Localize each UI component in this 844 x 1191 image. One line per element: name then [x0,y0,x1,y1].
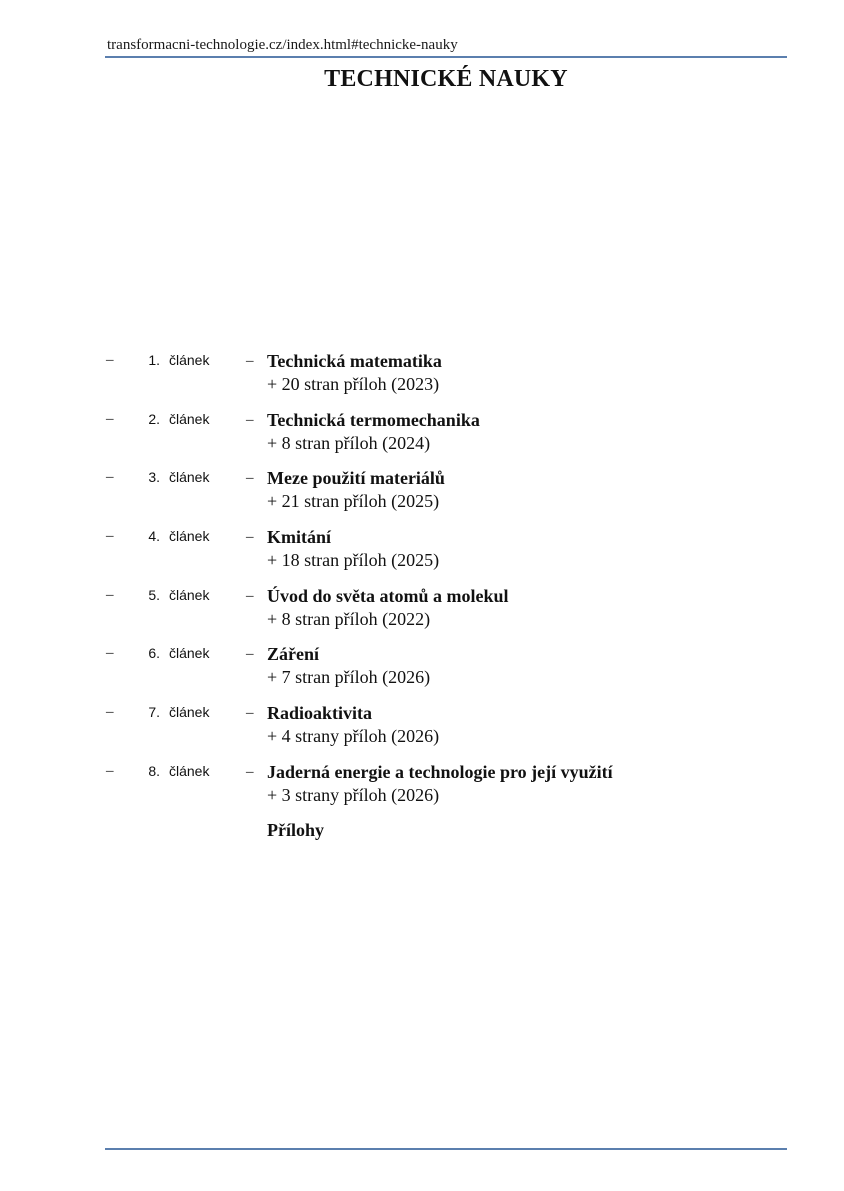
toc-title-link[interactable]: Úvod do světa atomů a molekul [267,585,509,606]
toc-item-1[interactable] [0,350,844,409]
toc-item-7[interactable] [0,702,844,761]
toc-article-word: článek [169,762,210,779]
toc-title-link[interactable]: Kmitání [267,527,332,548]
toc-subtitle: + 21 stran příloh (2025) [267,491,440,512]
toc-title-link[interactable]: Technická termomechanika [267,409,480,430]
toc-article-word: článek [169,645,210,662]
toc-dash: – [106,352,114,368]
toc-title-link[interactable]: Technická matematika [267,351,442,371]
toc-article-word: článek [169,469,210,486]
toc-dash: – [106,410,114,427]
toc-dash: – [106,586,114,603]
toc-subtitle: + 7 stran příloh (2026) [267,667,431,688]
toc-dash: – [106,528,114,545]
toc-number: 7. [148,704,160,721]
toc-article-word: článek [169,586,210,603]
toc-subtitle: + 4 strany příloh (2026) [267,726,440,747]
toc-dash: – [246,763,254,780]
toc-article-word: článek [169,352,210,368]
toc-subtitle: + 3 strany příloh (2026) [267,784,440,805]
toc-dash: – [246,529,254,546]
toc-number: 4. [148,528,160,545]
table-of-contents [0,350,844,820]
toc-dash: – [246,470,254,487]
appendix-link[interactable]: Přílohy [267,820,324,840]
toc-article-word: článek [169,704,210,721]
toc-dash: – [106,704,114,721]
toc-dash: – [246,587,254,604]
toc-item-2[interactable] [0,409,844,468]
toc-subtitle: + 8 stran příloh (2024) [267,432,431,453]
toc-dash: – [246,705,254,722]
toc-article-word: článek [169,410,210,427]
page-title: TECHNICKÉ NAUKY [324,66,568,92]
toc-item-8[interactable] [0,761,844,820]
toc-subtitle: + 8 stran příloh (2022) [267,608,431,629]
toc-title-link[interactable]: Jaderná energie a technologie pro její využití [267,761,613,782]
toc-dash: – [246,646,254,663]
toc-dash: – [246,353,254,369]
toc-number: 6. [148,645,160,662]
toc-dash: – [106,469,114,486]
toc-number: 1. [148,352,160,368]
toc-item-4[interactable] [0,526,844,585]
toc-number: 3. [148,469,160,486]
toc-dash: – [246,411,254,428]
toc-subtitle: + 20 stran příloh (2023) [267,374,440,394]
toc-item-6[interactable] [0,643,844,702]
toc-number: 5. [148,586,160,603]
toc-dash: – [106,762,114,779]
toc-number: 2. [148,410,160,427]
toc-title-link[interactable]: Radioaktivita [267,703,373,724]
toc-article-word: článek [169,528,210,545]
toc-subtitle: + 18 stran příloh (2025) [267,550,440,571]
toc-title-link[interactable]: Záření [267,644,319,665]
toc-item-3[interactable] [0,467,844,526]
footer-rule [105,1148,787,1150]
toc-dash: – [106,645,114,662]
header-url: transformacni-technologie.cz/index.html#technicke-nauky [107,37,458,53]
header-rule [105,56,787,58]
toc-item-5[interactable] [0,585,844,644]
toc-title-link[interactable]: Meze použití materiálů [267,468,445,489]
toc-number: 8. [148,762,160,779]
